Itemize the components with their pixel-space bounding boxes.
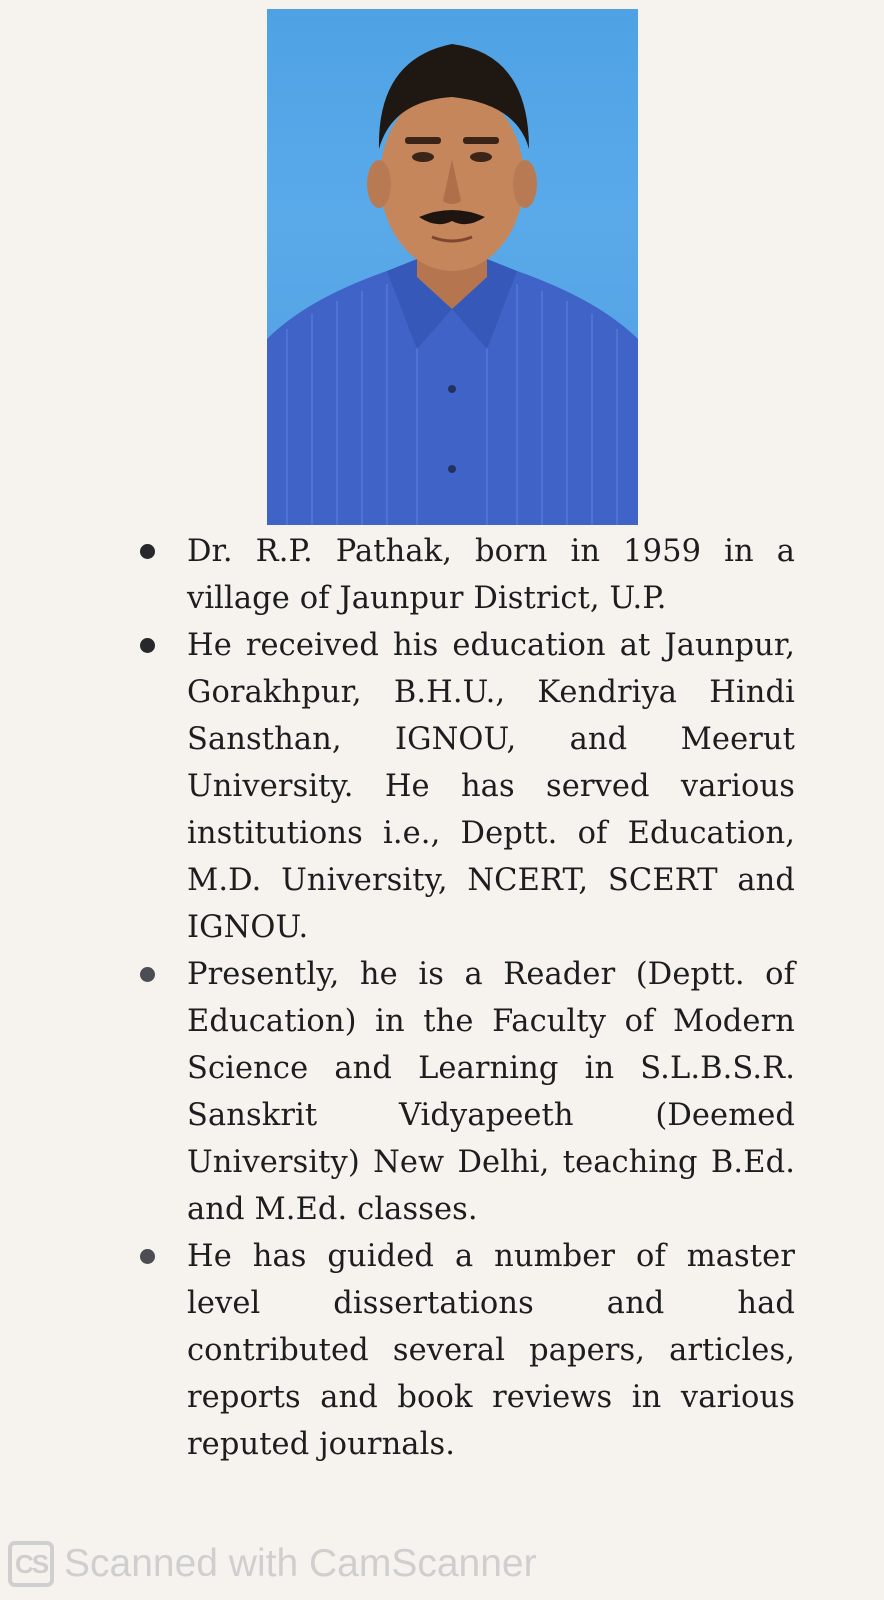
bullet-icon xyxy=(140,544,155,559)
camscanner-logo-icon: CS xyxy=(8,1541,54,1587)
bio-text: He received his education at Jaunpur, Gorakhpur, B.H.U., Kendriya Hindi Sansthan, IGNOU, and Meerut University. He has served various institutions i.e., Deptt. of Education, M.D. University, NCERT, SCERT and IGNOU. xyxy=(187,628,795,945)
bio-item xyxy=(135,528,795,622)
author-photo xyxy=(267,9,638,525)
bio-list xyxy=(135,528,795,1468)
watermark-text: Scanned with CamScanner xyxy=(64,1542,537,1585)
portrait-photo-icon xyxy=(267,9,638,525)
bio-item xyxy=(135,622,795,951)
bullet-icon xyxy=(140,967,155,982)
bullet-icon xyxy=(140,1249,155,1264)
bio-text: Presently, he is a Reader (Deptt. of Education) in the Faculty of Modern Science and Learning in S.L.B.S.R. Sanskrit Vidyapeeth (Deemed University) New Delhi, teaching B.Ed. and M.Ed. classes. xyxy=(187,957,795,1227)
bio-item xyxy=(135,951,795,1233)
bio-text: He has guided a number of master level dissertations and had contributed several papers, articles, reports and book reviews in various reputed journals. xyxy=(187,1239,795,1462)
bullet-icon xyxy=(140,638,155,653)
camscanner-watermark xyxy=(8,1540,537,1588)
bio-text: Dr. R.P. Pathak, born in 1959 in a village of Jaunpur District, U.P. xyxy=(187,534,795,616)
bio-item xyxy=(135,1233,795,1468)
